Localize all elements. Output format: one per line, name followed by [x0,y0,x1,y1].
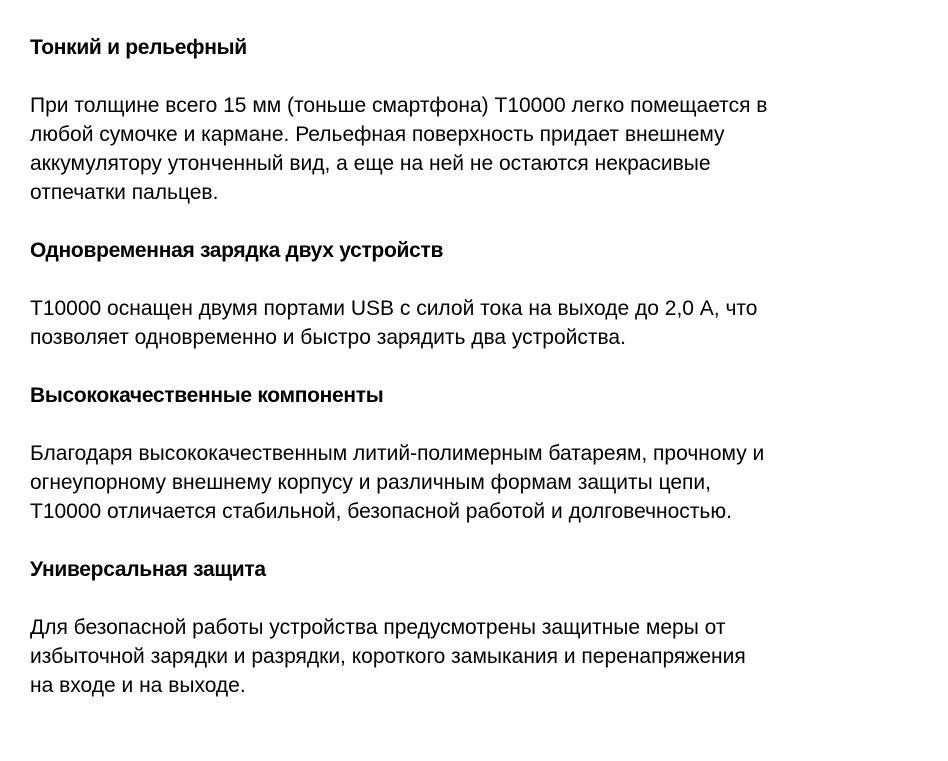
section-title: Высококачественные компоненты [30,384,384,407]
section-dual-charging [30,236,930,352]
section-text: Благодаря высококачественным литий-полимерным батареям, прочному и огнеупорному внешнему корпусу и различным формам защиты цепи, T10000 отличается стабильной, безопасной работой и долговечностью. [30,442,765,523]
section-quality-components [30,381,930,526]
section-slim-design [30,33,930,207]
section-title: Универсальная защита [30,558,266,581]
section-title: Одновременная зарядка двух устройств [30,239,444,262]
product-description [30,33,930,700]
section-text: T10000 оснащен двумя портами USB с силой тока на выходе до 2,0 А, что позволяет одновременно и быстро зарядить два устройства. [30,297,758,349]
section-text: Для безопасной работы устройства предусмотрены защитные меры от избыточной зарядки и разрядки, короткого замыкания и перенапряжения на входе и на выходе. [30,616,746,697]
section-text: При толщине всего 15 мм (тоньше смартфона) T10000 легко помещается в любой сумочке и кармане. Рельефная поверхность придает внешнему аккумулятору утонченный вид, а еще на ней не остаются некрасивые отпечатки пальцев. [30,94,768,204]
section-universal-protection [30,555,930,700]
section-title: Тонкий и рельефный [30,36,247,59]
